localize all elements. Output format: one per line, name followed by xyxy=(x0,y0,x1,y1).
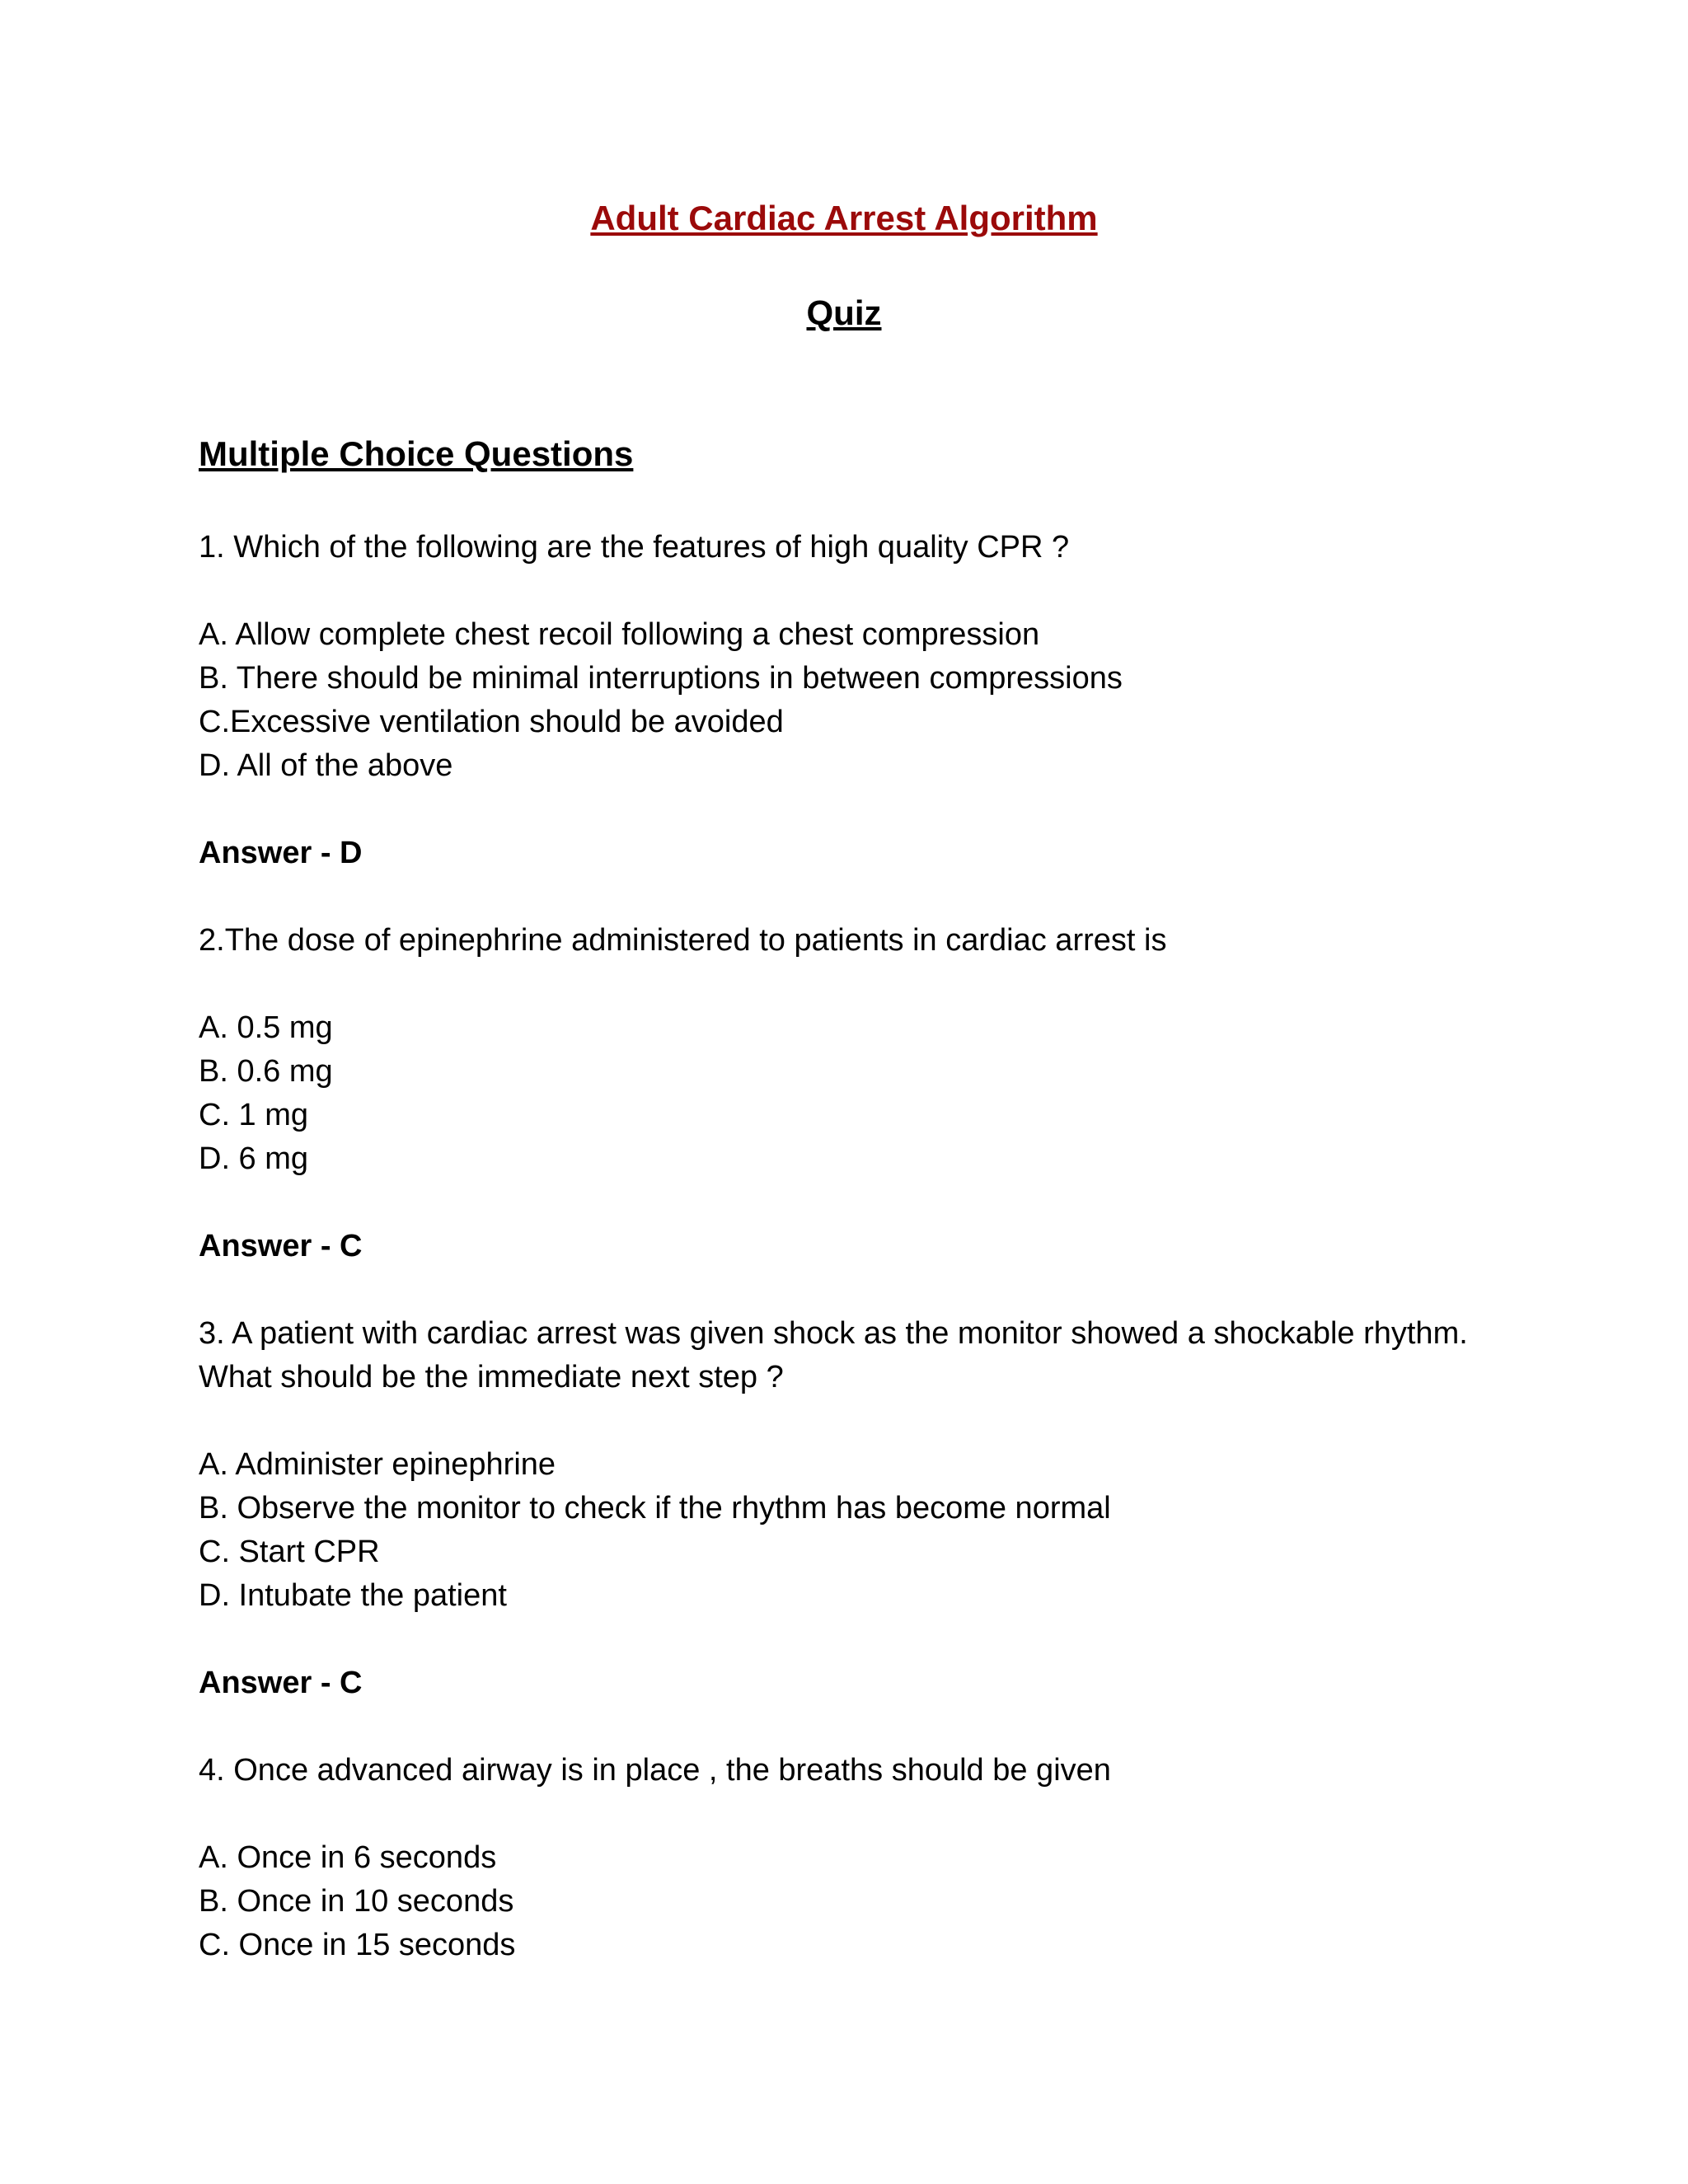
option-list xyxy=(199,613,1517,788)
option-item: B. Observe the monitor to check if the rhythm has become normal xyxy=(199,1491,1111,1526)
option-item: C. Once in 15 seconds xyxy=(199,1928,516,1962)
option-item: A. Allow complete chest recoil following a chest compression xyxy=(199,617,1040,652)
question-block-4 xyxy=(199,1749,1517,1967)
answer-text: Answer - C xyxy=(199,1666,363,1700)
option-item: B. 0.6 mg xyxy=(199,1054,333,1089)
answer-text: Answer - C xyxy=(199,1229,363,1263)
section-heading: Multiple Choice Questions xyxy=(199,434,634,473)
answer-text: Answer - D xyxy=(199,836,363,870)
question-list xyxy=(199,526,1517,2011)
question-text: 2.The dose of epinephrine administered to patients in cardiac arrest is xyxy=(199,923,1167,958)
option-item: C. Start CPR xyxy=(199,1535,380,1569)
option-list xyxy=(199,1836,1517,1967)
option-item: D. All of the above xyxy=(199,748,453,783)
question-text: 3. A patient with cardiac arrest was given shock as the monitor showed a shockable rhythm. What should be the immediate next step ? xyxy=(199,1316,1468,1394)
question-block-1 xyxy=(199,526,1517,875)
question-text: 4. Once advanced airway is in place , the breaths should be given xyxy=(199,1753,1111,1788)
option-item: C.Excessive ventilation should be avoided xyxy=(199,705,784,739)
option-list xyxy=(199,1443,1517,1618)
question-block-3 xyxy=(199,1312,1517,1705)
question-block-2 xyxy=(199,919,1517,1268)
option-item: A. Once in 6 seconds xyxy=(199,1840,497,1875)
question-text: 1. Which of the following are the features of high quality CPR ? xyxy=(199,530,1070,565)
option-list xyxy=(199,1006,1517,1181)
document-title: Adult Cardiac Arrest Algorithm xyxy=(590,199,1098,237)
option-item: B. There should be minimal interruptions in between compressions xyxy=(199,661,1123,696)
option-item: D. Intubate the patient xyxy=(199,1578,507,1613)
option-item: A. 0.5 mg xyxy=(199,1010,333,1045)
option-item: C. 1 mg xyxy=(199,1098,309,1132)
option-item: B. Once in 10 seconds xyxy=(199,1884,514,1919)
option-item: A. Administer epinephrine xyxy=(199,1447,556,1482)
document-subtitle: Quiz xyxy=(806,293,882,332)
option-item: D. 6 mg xyxy=(199,1141,309,1176)
